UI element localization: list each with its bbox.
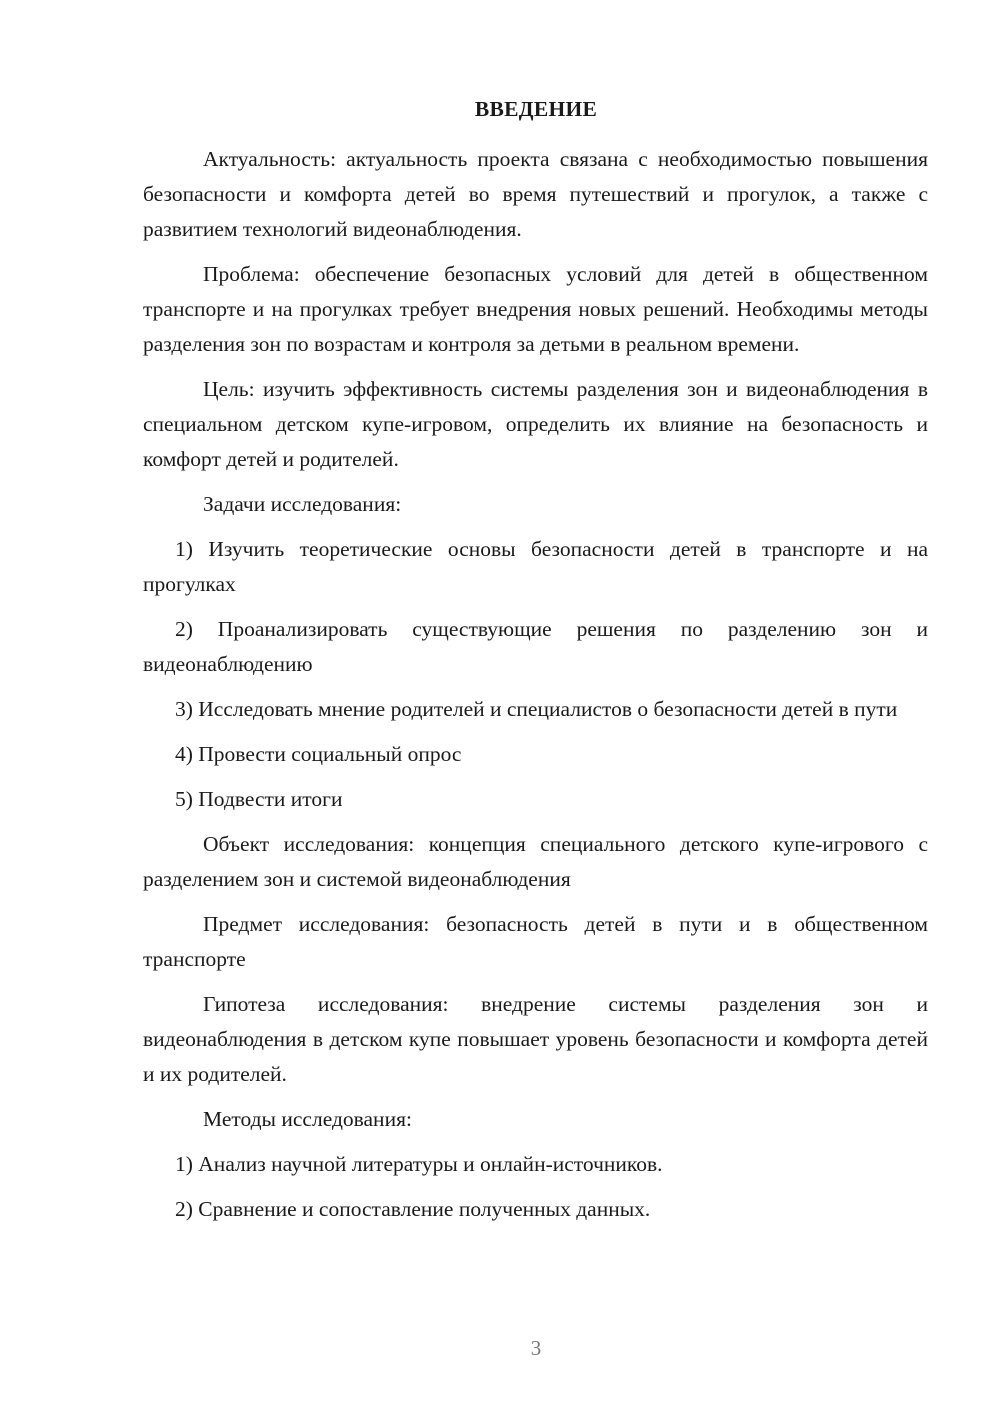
goal-paragraph: Цель: изучить эффективность системы разделения зон и видеонаблюдения в специальном детском купе-игровом, определить их влияние на безопасность и комфорт детей и родителей.	[143, 377, 928, 471]
body-text	[143, 142, 928, 1227]
task-item: 5) Подвести итоги	[175, 787, 343, 811]
relevance-paragraph: Актуальность: актуальность проекта связана с необходимостью повышения безопасности и комфорта детей во время путешествий и прогулок, а также с развитием технологий видеонаблюдения.	[143, 147, 928, 241]
hypothesis-paragraph: Гипотеза исследования: внедрение системы разделения зон и видеонаблюдения в детском купе повышает уровень безопасности и комфорта детей и их родителей.	[143, 992, 928, 1086]
task-item: 4) Провести социальный опрос	[175, 742, 462, 766]
page-number: 3	[530, 1336, 542, 1360]
section-heading: ВВЕДЕНИЕ	[474, 97, 598, 121]
task-item: 3) Исследовать мнение родителей и специалистов о безопасности детей в пути	[175, 697, 898, 721]
problem-paragraph: Проблема: обеспечение безопасных условий для детей в общественном транспорте и на прогулках требует внедрения новых решений. Необходимы методы разделения зон по возрастам и контроля за детьми в реальном времени.	[143, 262, 928, 356]
task-item: 2) Проанализировать существующие решения по разделению зон и видеонаблюдению	[143, 617, 928, 676]
task-item: 1) Изучить теоретические основы безопасности детей в транспорте и на прогулках	[143, 537, 928, 596]
tasks-heading: Задачи исследования:	[203, 492, 402, 516]
methods-heading: Методы исследования:	[203, 1107, 412, 1131]
object-paragraph: Объект исследования: концепция специального детского купе-игрового с разделением зон и системой видеонаблюдения	[143, 832, 928, 891]
subject-paragraph: Предмет исследования: безопасность детей в пути и в общественном транспорте	[143, 912, 928, 971]
method-item: 2) Сравнение и сопоставление полученных данных.	[175, 1197, 651, 1221]
method-item: 1) Анализ научной литературы и онлайн-источников.	[175, 1152, 663, 1176]
